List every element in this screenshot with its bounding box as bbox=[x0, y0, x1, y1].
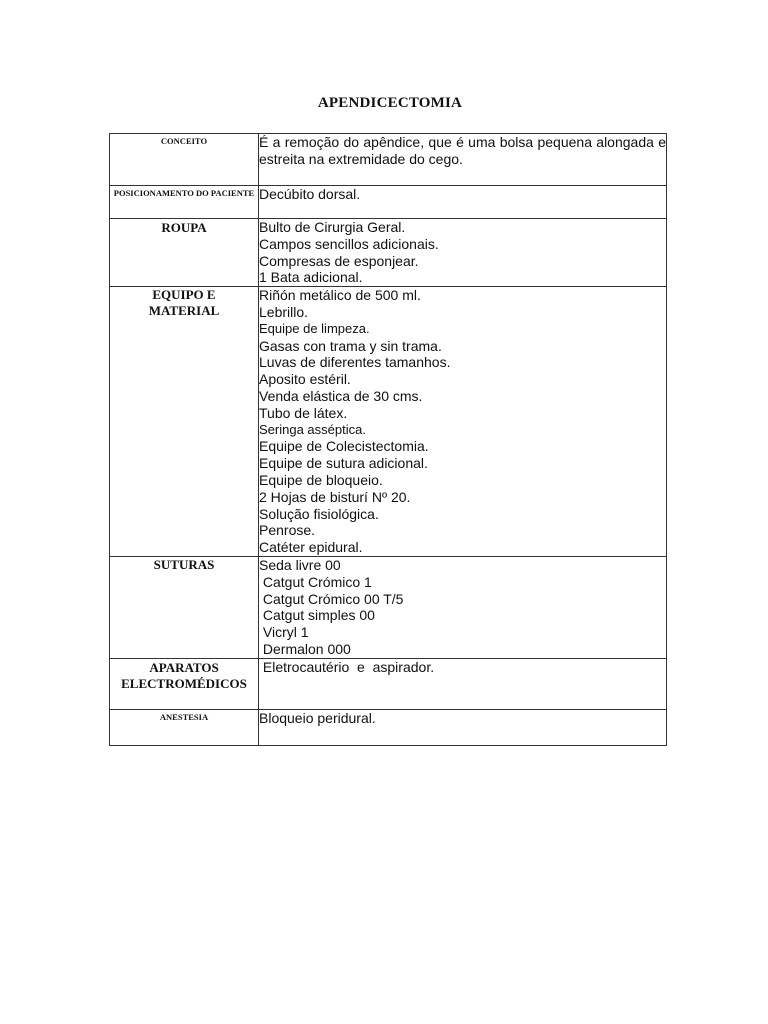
row-value-aparatos bbox=[259, 658, 667, 709]
value-line: Aposito estéril. bbox=[259, 371, 351, 388]
value-line: Eletrocautério e aspirador. bbox=[259, 658, 435, 675]
value-line: Catgut simples 00 bbox=[259, 607, 375, 624]
row-label-equipo: EQUIPO E MATERIAL bbox=[110, 287, 259, 557]
table-row-conceito bbox=[110, 134, 667, 186]
table-row-roupa bbox=[110, 219, 667, 287]
row-label-roupa: ROUPA bbox=[110, 219, 259, 287]
row-value-suturas bbox=[259, 556, 667, 658]
row-label-posicionamento: POSICIONAMENTO DO PACIENTE bbox=[110, 186, 259, 219]
value-line: 2 Hojas de bisturí Nº 20. bbox=[259, 488, 411, 505]
value-line: Bloqueio peridural. bbox=[259, 709, 376, 726]
value-line: Luvas de diferentes tamanhos. bbox=[259, 354, 451, 371]
document-title: APENDICECTOMIA bbox=[317, 95, 463, 111]
row-label-aparatos: APARATOS ELECTROMÉDICOS bbox=[110, 658, 259, 709]
value-line: Catgut Crómico 00 T/5 bbox=[259, 590, 404, 607]
row-value-posicionamento bbox=[259, 186, 667, 219]
row-value-roupa bbox=[259, 219, 667, 287]
value-line: Bulto de Cirurgia Geral. bbox=[259, 219, 406, 235]
procedure-table bbox=[109, 133, 667, 746]
value-line: Lebrillo. bbox=[259, 303, 309, 320]
value-line: É a remoção do apêndice, que é uma bolsa pequena alongada e estreita na extremidade do cego. bbox=[259, 134, 666, 167]
value-line: Catéter epidural. bbox=[259, 539, 363, 556]
value-line: Seringa asséptica. bbox=[259, 421, 366, 437]
value-line: Seda livre 00 bbox=[259, 556, 341, 573]
value-line: 1 Bata adicional. bbox=[259, 269, 363, 286]
table-row-posicionamento bbox=[110, 186, 667, 219]
row-label-conceito: CONCEITO bbox=[110, 134, 259, 186]
row-label-anestesia: ANESTESIA bbox=[110, 709, 259, 745]
value-line: Tubo de látex. bbox=[259, 404, 348, 421]
row-value-conceito bbox=[259, 134, 667, 186]
table-row-aparatos bbox=[110, 658, 667, 709]
row-label-suturas: SUTURAS bbox=[110, 556, 259, 658]
value-line: Penrose. bbox=[259, 522, 316, 539]
table-row-equipo bbox=[110, 287, 667, 557]
value-line: Riñón metálico de 500 ml. bbox=[259, 287, 421, 304]
row-value-anestesia bbox=[259, 709, 667, 745]
table-row-suturas bbox=[110, 556, 667, 658]
value-line: Solução fisiológica. bbox=[259, 505, 379, 522]
value-line: Equipe de limpeza. bbox=[259, 320, 370, 336]
value-line: Decúbito dorsal. bbox=[259, 186, 361, 202]
value-line: Venda elástica de 30 cms. bbox=[259, 387, 423, 404]
value-line: Gasas con trama y sin trama. bbox=[259, 337, 442, 354]
value-line: Dermalon 000 bbox=[259, 640, 351, 657]
value-line: Equipe de Colecistectomia. bbox=[259, 438, 429, 455]
value-line: Campos sencillos adicionais. bbox=[259, 235, 439, 252]
row-value-equipo bbox=[259, 287, 667, 557]
table-row-anestesia bbox=[110, 709, 667, 745]
value-line: Vicryl 1 bbox=[259, 624, 309, 641]
value-line: Catgut Crómico 1 bbox=[259, 573, 372, 590]
value-line: Equipe de sutura adicional. bbox=[259, 455, 428, 472]
value-line: Compresas de esponjear. bbox=[259, 252, 419, 269]
value-line: Equipe de bloqueio. bbox=[259, 471, 383, 488]
